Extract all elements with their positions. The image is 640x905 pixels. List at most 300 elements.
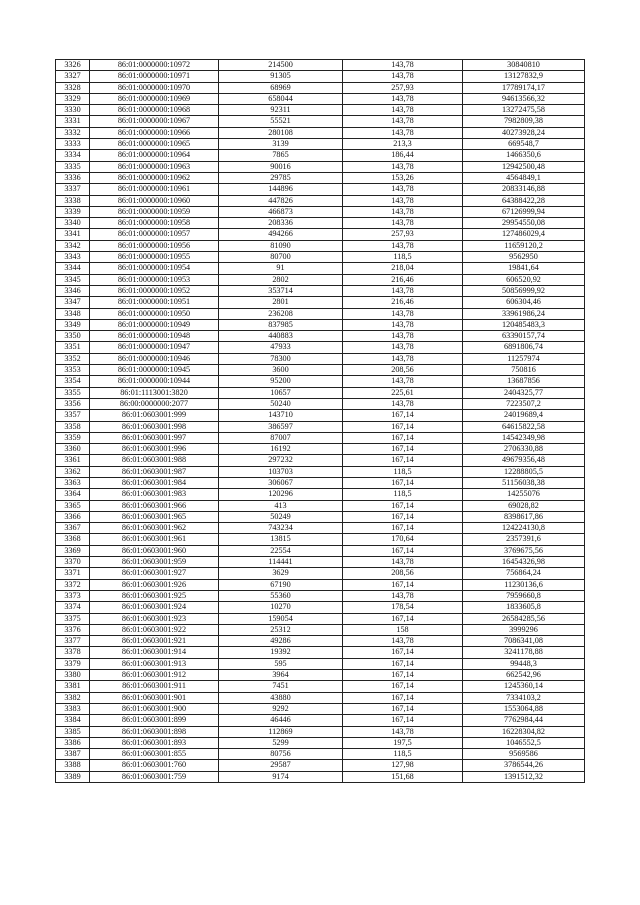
area-cell: 3629 [219,568,343,579]
cadastral-number-cell: 86:01:0603001:911 [90,681,219,692]
rate-cell: 257,93 [343,229,463,240]
value-cell: 50856999,92 [463,285,585,296]
row-number-cell: 3356 [56,398,90,409]
value-cell: 11230136,6 [463,579,585,590]
value-cell: 124224130,8 [463,523,585,534]
table-row [56,342,585,353]
rate-cell: 143,78 [343,240,463,251]
cadastral-number-cell: 86:01:0603001:912 [90,670,219,681]
table-row [56,218,585,229]
area-cell: 236208 [219,308,343,319]
row-number-cell: 3352 [56,353,90,364]
value-cell: 24019689,4 [463,410,585,421]
rate-cell: 178,54 [343,602,463,613]
cadastral-number-cell: 86:01:0603001:927 [90,568,219,579]
table-row [56,116,585,127]
row-number-cell: 3386 [56,737,90,748]
rate-cell: 118,5 [343,489,463,500]
area-cell: 3964 [219,670,343,681]
row-number-cell: 3345 [56,274,90,285]
value-cell: 2404325,77 [463,387,585,398]
rate-cell: 167,14 [343,500,463,511]
area-cell: 7865 [219,150,343,161]
area-cell: 353714 [219,285,343,296]
area-cell: 67190 [219,579,343,590]
area-cell: 22554 [219,545,343,556]
value-cell: 8398617,86 [463,511,585,522]
area-cell: 29587 [219,760,343,771]
row-number-cell: 3387 [56,749,90,760]
row-number-cell: 3331 [56,116,90,127]
cadastral-number-cell: 86:01:0603001:983 [90,489,219,500]
table-row [56,172,585,183]
row-number-cell: 3334 [56,150,90,161]
cadastral-value-table [55,59,585,783]
area-cell: 80756 [219,749,343,760]
row-number-cell: 3333 [56,139,90,150]
table-row [56,285,585,296]
rate-cell: 153,26 [343,172,463,183]
area-cell: 10270 [219,602,343,613]
rate-cell: 167,14 [343,681,463,692]
area-cell: 92311 [219,105,343,116]
rate-cell: 167,14 [343,455,463,466]
cadastral-number-cell: 86:01:0000000:10947 [90,342,219,353]
row-number-cell: 3379 [56,658,90,669]
row-number-cell: 3378 [56,647,90,658]
table-row [56,444,585,455]
value-cell: 13687856 [463,376,585,387]
row-number-cell: 3381 [56,681,90,692]
row-number-cell: 3326 [56,60,90,71]
area-cell: 214500 [219,60,343,71]
rate-cell: 143,78 [343,161,463,172]
rate-cell: 167,14 [343,670,463,681]
table-row [56,636,585,647]
cadastral-number-cell: 86:01:0603001:926 [90,579,219,590]
table-row [56,534,585,545]
table-row [56,93,585,104]
row-number-cell: 3366 [56,511,90,522]
cadastral-number-cell: 86:01:0000000:10970 [90,82,219,93]
rate-cell: 143,78 [343,184,463,195]
cadastral-number-cell: 86:01:0000000:10967 [90,116,219,127]
table-row [56,387,585,398]
value-cell: 3769675,56 [463,545,585,556]
table-row [56,421,585,432]
row-number-cell: 3330 [56,105,90,116]
rate-cell: 167,14 [343,444,463,455]
table-row [56,105,585,116]
area-cell: 50249 [219,511,343,522]
value-cell: 3999296 [463,624,585,635]
value-cell: 13127832,9 [463,71,585,82]
area-cell: 595 [219,658,343,669]
rate-cell: 143,78 [343,590,463,601]
area-cell: 143710 [219,410,343,421]
area-cell: 386597 [219,421,343,432]
row-number-cell: 3365 [56,500,90,511]
value-cell: 6891806,74 [463,342,585,353]
cadastral-number-cell: 86:01:0000000:10949 [90,319,219,330]
value-cell: 99448,3 [463,658,585,669]
cadastral-number-cell: 86:01:0603001:900 [90,703,219,714]
cadastral-number-cell: 86:01:0603001:925 [90,590,219,601]
area-cell: 658044 [219,93,343,104]
area-cell: 208336 [219,218,343,229]
row-number-cell: 3355 [56,387,90,398]
cadastral-number-cell: 86:01:0000000:10972 [90,60,219,71]
table-row [56,681,585,692]
table-row [56,455,585,466]
rate-cell: 143,78 [343,726,463,737]
row-number-cell: 3380 [56,670,90,681]
value-cell: 127486029,4 [463,229,585,240]
table-row [56,184,585,195]
rate-cell: 167,14 [343,432,463,443]
rate-cell: 143,78 [343,71,463,82]
cadastral-number-cell: 86:01:0000000:10957 [90,229,219,240]
value-cell: 9562950 [463,252,585,263]
cadastral-number-cell: 86:01:0000000:10961 [90,184,219,195]
table-row [56,252,585,263]
value-cell: 756864,24 [463,568,585,579]
rate-cell: 151,68 [343,771,463,782]
row-number-cell: 3383 [56,703,90,714]
table-row [56,60,585,71]
rate-cell: 208,56 [343,568,463,579]
row-number-cell: 3364 [56,489,90,500]
value-cell: 67126999,94 [463,206,585,217]
table-row [56,82,585,93]
value-cell: 3241178,88 [463,647,585,658]
table-row [56,432,585,443]
value-cell: 669548,7 [463,139,585,150]
rate-cell: 167,14 [343,692,463,703]
row-number-cell: 3340 [56,218,90,229]
value-cell: 64615822,58 [463,421,585,432]
cadastral-number-cell: 86:01:0000000:10956 [90,240,219,251]
table-row [56,511,585,522]
row-number-cell: 3384 [56,715,90,726]
value-cell: 2706330,88 [463,444,585,455]
value-cell: 40273928,24 [463,127,585,138]
value-cell: 12942500,48 [463,161,585,172]
value-cell: 16228304,82 [463,726,585,737]
value-cell: 14542349,98 [463,432,585,443]
value-cell: 1391512,32 [463,771,585,782]
value-cell: 1553064,88 [463,703,585,714]
cadastral-number-cell: 86:01:0000000:10963 [90,161,219,172]
area-cell: 3139 [219,139,343,150]
rate-cell: 225,61 [343,387,463,398]
value-cell: 11659120,2 [463,240,585,251]
row-number-cell: 3349 [56,319,90,330]
rate-cell: 216,46 [343,274,463,285]
row-number-cell: 3368 [56,534,90,545]
rate-cell: 167,14 [343,658,463,669]
cadastral-number-cell: 86:01:0603001:965 [90,511,219,522]
table-row [56,206,585,217]
area-cell: 3600 [219,365,343,376]
rate-cell: 170,64 [343,534,463,545]
value-cell: 12288805,5 [463,466,585,477]
value-cell: 19841,64 [463,263,585,274]
row-number-cell: 3358 [56,421,90,432]
value-cell: 9569586 [463,749,585,760]
value-cell: 69028,82 [463,500,585,511]
cadastral-number-cell: 86:01:0603001:922 [90,624,219,635]
cadastral-number-cell: 86:01:0603001:984 [90,477,219,488]
document-page [55,59,584,783]
value-cell: 1833605,8 [463,602,585,613]
rate-cell: 208,56 [343,365,463,376]
table-row [56,647,585,658]
area-cell: 10657 [219,387,343,398]
cadastral-number-cell: 86:01:0000000:10951 [90,297,219,308]
value-cell: 17789174,17 [463,82,585,93]
table-row [56,545,585,556]
row-number-cell: 3337 [56,184,90,195]
rate-cell: 167,14 [343,647,463,658]
table-row [56,297,585,308]
cadastral-number-cell: 86:01:0000000:10954 [90,263,219,274]
area-cell: 5299 [219,737,343,748]
cadastral-number-cell: 86:01:0000000:10962 [90,172,219,183]
rate-cell: 143,78 [343,342,463,353]
row-number-cell: 3336 [56,172,90,183]
row-number-cell: 3360 [56,444,90,455]
value-cell: 11257974 [463,353,585,364]
value-cell: 13272475,58 [463,105,585,116]
cadastral-number-cell: 86:01:0000000:10955 [90,252,219,263]
area-cell: 29785 [219,172,343,183]
rate-cell: 218,04 [343,263,463,274]
area-cell: 494266 [219,229,343,240]
area-cell: 837985 [219,319,343,330]
table-row [56,365,585,376]
area-cell: 114441 [219,557,343,568]
cadastral-number-cell: 86:01:0000000:10965 [90,139,219,150]
rate-cell: 167,14 [343,477,463,488]
area-cell: 112869 [219,726,343,737]
value-cell: 606304,46 [463,297,585,308]
row-number-cell: 3354 [56,376,90,387]
row-number-cell: 3339 [56,206,90,217]
table-row [56,760,585,771]
cadastral-number-cell: 86:01:0603001:924 [90,602,219,613]
rate-cell: 143,78 [343,206,463,217]
table-row [56,308,585,319]
area-cell: 297232 [219,455,343,466]
row-number-cell: 3389 [56,771,90,782]
cadastral-number-cell: 86:01:0000000:10953 [90,274,219,285]
rate-cell: 143,78 [343,285,463,296]
row-number-cell: 3347 [56,297,90,308]
area-cell: 13815 [219,534,343,545]
rate-cell: 167,14 [343,545,463,556]
table-row [56,726,585,737]
area-cell: 80700 [219,252,343,263]
row-number-cell: 3388 [56,760,90,771]
cadastral-number-cell: 86:01:0603001:923 [90,613,219,624]
table-row [56,658,585,669]
area-cell: 280108 [219,127,343,138]
rate-cell: 143,78 [343,636,463,647]
table-row [56,139,585,150]
table-row [56,489,585,500]
row-number-cell: 3382 [56,692,90,703]
area-cell: 7451 [219,681,343,692]
row-number-cell: 3351 [56,342,90,353]
area-cell: 91 [219,263,343,274]
area-cell: 47933 [219,342,343,353]
row-number-cell: 3350 [56,331,90,342]
cadastral-number-cell: 86:01:0603001:962 [90,523,219,534]
area-cell: 68969 [219,82,343,93]
rate-cell: 167,14 [343,523,463,534]
value-cell: 7086341,08 [463,636,585,647]
table-row [56,602,585,613]
rate-cell: 143,78 [343,331,463,342]
cadastral-number-cell: 86:01:0603001:901 [90,692,219,703]
row-number-cell: 3374 [56,602,90,613]
rate-cell: 167,14 [343,511,463,522]
area-cell: 78300 [219,353,343,364]
row-number-cell: 3348 [56,308,90,319]
rate-cell: 167,14 [343,410,463,421]
rate-cell: 143,78 [343,218,463,229]
cadastral-number-cell: 86:01:0603001:960 [90,545,219,556]
area-cell: 55521 [219,116,343,127]
rate-cell: 143,78 [343,60,463,71]
area-cell: 413 [219,500,343,511]
value-cell: 33961986,24 [463,308,585,319]
cadastral-number-cell: 86:01:0000000:10944 [90,376,219,387]
rate-cell: 143,78 [343,308,463,319]
row-number-cell: 3357 [56,410,90,421]
rate-cell: 143,78 [343,376,463,387]
table-row [56,715,585,726]
cadastral-number-cell: 86:01:0000000:10960 [90,195,219,206]
value-cell: 51156038,38 [463,477,585,488]
row-number-cell: 3371 [56,568,90,579]
area-cell: 159054 [219,613,343,624]
area-cell: 55360 [219,590,343,601]
row-number-cell: 3362 [56,466,90,477]
table-row [56,150,585,161]
table-row [56,749,585,760]
area-cell: 9174 [219,771,343,782]
table-row [56,319,585,330]
table-row [56,398,585,409]
rate-cell: 143,78 [343,319,463,330]
cadastral-number-cell: 86:01:0603001:961 [90,534,219,545]
row-number-cell: 3335 [56,161,90,172]
value-cell: 26584285,56 [463,613,585,624]
value-cell: 7223507,2 [463,398,585,409]
rate-cell: 143,78 [343,105,463,116]
cadastral-number-cell: 86:00:0000000:2077 [90,398,219,409]
cadastral-number-cell: 86:01:0603001:997 [90,432,219,443]
row-number-cell: 3338 [56,195,90,206]
area-cell: 46446 [219,715,343,726]
area-cell: 50240 [219,398,343,409]
cadastral-number-cell: 86:01:0000000:10959 [90,206,219,217]
cadastral-number-cell: 86:01:0000000:10948 [90,331,219,342]
value-cell: 120485483,3 [463,319,585,330]
rate-cell: 143,78 [343,93,463,104]
cadastral-number-cell: 86:01:0603001:999 [90,410,219,421]
cadastral-number-cell: 86:01:0000000:10969 [90,93,219,104]
row-number-cell: 3328 [56,82,90,93]
area-cell: 90016 [219,161,343,172]
cadastral-number-cell: 86:01:0000000:10966 [90,127,219,138]
table-row [56,71,585,82]
cadastral-number-cell: 86:01:0603001:899 [90,715,219,726]
table-row [56,263,585,274]
table-row [56,771,585,782]
cadastral-number-cell: 86:01:0000000:10971 [90,71,219,82]
row-number-cell: 3359 [56,432,90,443]
cadastral-number-cell: 86:01:0603001:913 [90,658,219,669]
area-cell: 9292 [219,703,343,714]
value-cell: 16454326,98 [463,557,585,568]
value-cell: 29954550,08 [463,218,585,229]
table-row [56,376,585,387]
row-number-cell: 3361 [56,455,90,466]
rate-cell: 167,14 [343,715,463,726]
row-number-cell: 3367 [56,523,90,534]
row-number-cell: 3341 [56,229,90,240]
value-cell: 4564849,1 [463,172,585,183]
row-number-cell: 3363 [56,477,90,488]
table-row [56,500,585,511]
cadastral-number-cell: 86:01:0000000:10968 [90,105,219,116]
area-cell: 91305 [219,71,343,82]
cadastral-number-cell: 86:01:0603001:998 [90,421,219,432]
area-cell: 81090 [219,240,343,251]
cadastral-number-cell: 86:01:0603001:898 [90,726,219,737]
table-row [56,161,585,172]
rate-cell: 216,46 [343,297,463,308]
value-cell: 3786544,26 [463,760,585,771]
cadastral-number-cell: 86:01:0603001:996 [90,444,219,455]
area-cell: 447826 [219,195,343,206]
table-row [56,466,585,477]
rate-cell: 143,78 [343,195,463,206]
cadastral-number-cell: 86:01:0000000:10952 [90,285,219,296]
row-number-cell: 3372 [56,579,90,590]
table-row [56,737,585,748]
table-row [56,127,585,138]
row-number-cell: 3385 [56,726,90,737]
table-row [56,240,585,251]
row-number-cell: 3376 [56,624,90,635]
cadastral-number-cell: 86:01:0000000:10946 [90,353,219,364]
value-cell: 1466350,6 [463,150,585,161]
value-cell: 750816 [463,365,585,376]
value-cell: 64388422,28 [463,195,585,206]
area-cell: 16192 [219,444,343,455]
cadastral-number-cell: 86:01:0603001:987 [90,466,219,477]
area-cell: 95200 [219,376,343,387]
area-cell: 25312 [219,624,343,635]
row-number-cell: 3377 [56,636,90,647]
cadastral-number-cell: 86:01:0603001:760 [90,760,219,771]
area-cell: 144896 [219,184,343,195]
value-cell: 606520,92 [463,274,585,285]
